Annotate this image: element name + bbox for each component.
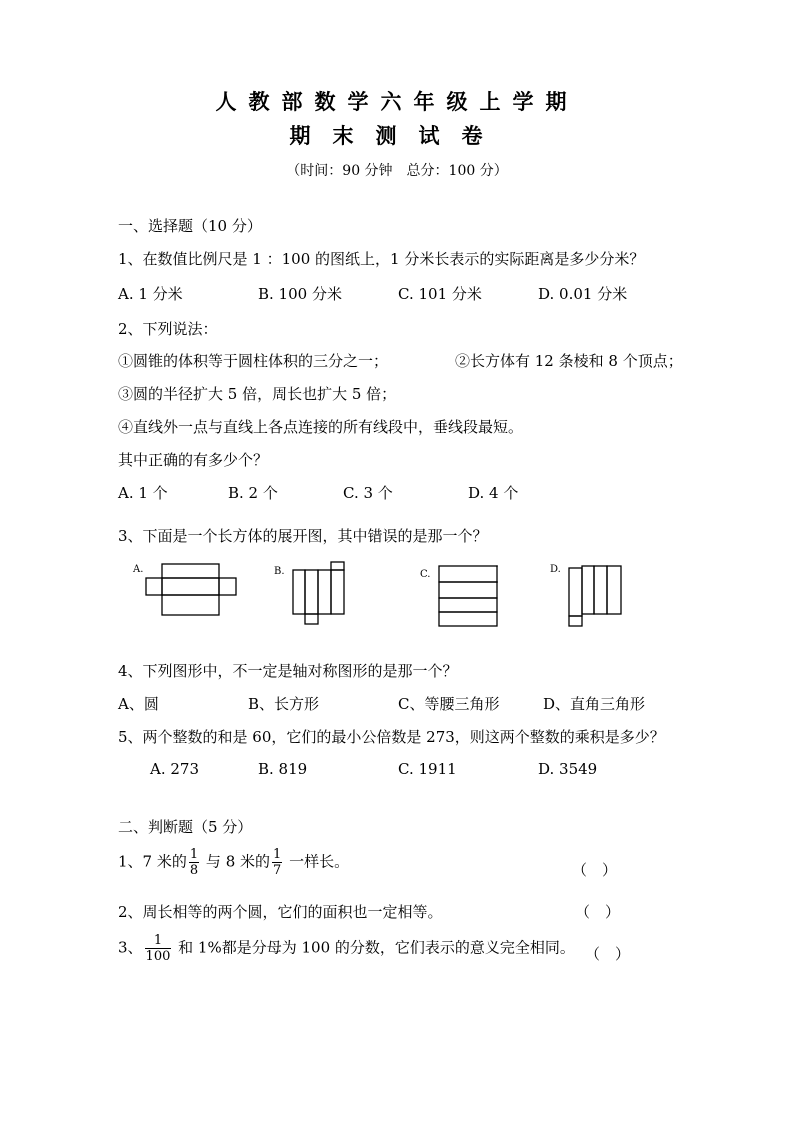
q5-option-d: D. 3549 [538, 760, 598, 778]
section2-heading: 二、判断题（5 分） [118, 818, 253, 836]
q1-option-c: C. 101 分米 [398, 285, 482, 303]
net-figure-d [549, 560, 639, 635]
q1-option-d: D. 0.01 分米 [538, 285, 628, 303]
judge-3-prefix: 3、 [118, 938, 143, 957]
q2-statement-2: ②长方体有 12 条棱和 8 个顶点； [455, 352, 683, 370]
q1-option-b: B. 100 分米 [258, 285, 342, 303]
judge-3-suffix: 和 1%都是分母为 100 的分数，它们表示的意义完全相同。 [178, 938, 575, 957]
figure-label-b: B. [274, 566, 285, 577]
q2-text: 2、下列说法： [118, 320, 218, 338]
fraction-denominator: 8 [189, 863, 199, 878]
figure-label-c: C. [420, 569, 431, 580]
q2-option-d: D. 4 个 [468, 484, 519, 502]
q4-option-a: A、圆 [118, 695, 159, 713]
judge-2-answer-paren[interactable]: （ ） [575, 903, 621, 921]
q2-ask: 其中正确的有多少个？ [118, 451, 269, 469]
q4-text: 4、下列图形中，不一定是轴对称图形的是那一个？ [118, 662, 458, 680]
fraction-numerator: 1 [145, 933, 172, 949]
exam-title: 人教部数学六年级上学期 [215, 89, 579, 114]
net-figure-c [419, 560, 509, 630]
q5-text: 5、两个整数的和是 60，它们的最小公倍数是 273，则这两个整数的乘积是多少？ [118, 728, 665, 746]
q1-text: 1、在数值比例尺是 1 ：100 的图纸上，1 分米长表示的实际距离是多少分米？ [118, 250, 645, 268]
judge-1-mid: 与 8 米的 [205, 852, 271, 871]
q5-option-b: B. 819 [258, 760, 308, 778]
q4-option-b: B、长方形 [248, 695, 320, 713]
q2-statement-3: ③圆的半径扩大 5 倍，周长也扩大 5 倍； [118, 385, 397, 403]
judge-3 [118, 933, 575, 964]
q5-option-c: C. 1911 [398, 760, 457, 778]
fraction-numerator: 1 [189, 847, 199, 862]
exam-subtitle-title: 期末测试卷 [289, 123, 505, 148]
section1-heading: 一、选择题（10 分） [118, 217, 262, 235]
fraction-1-8 [189, 847, 199, 878]
q2-statement-4: ④直线外一点与直线上各点连接的所有线段中，垂线段最短。 [118, 418, 524, 436]
q3-text: 3、下面是一个长方体的展开图，其中错误的是那一个？ [118, 527, 488, 545]
q2-option-a: A. 1 个 [118, 484, 168, 502]
q1-option-a: A. 1 分米 [118, 285, 183, 303]
exam-time-score: （时间：90 分钟 总分：100 分） [286, 163, 508, 179]
fraction-numerator: 1 [273, 847, 282, 862]
fraction-denominator: 100 [145, 949, 171, 964]
judge-1-prefix: 1、7 米的 [118, 852, 187, 871]
q4-option-c: C、等腰三角形 [398, 695, 500, 713]
net-figure-a [130, 560, 245, 620]
fraction-1-100 [145, 933, 172, 964]
judge-1-suffix: 一样长。 [289, 852, 350, 871]
judge-1 [118, 847, 349, 878]
judge-1-answer-paren[interactable]: （ ） [572, 861, 618, 879]
q4-option-d: D、直角三角形 [543, 695, 646, 713]
q2-option-b: B. 2 个 [228, 484, 278, 502]
judge-3-answer-paren[interactable]: （ ） [585, 945, 631, 963]
figure-label-d: D. [550, 564, 561, 575]
judge-2-text: 2、周长相等的两个圆，它们的面积也一定相等。 [118, 903, 443, 921]
fraction-1-7 [272, 847, 282, 878]
net-figure-b [273, 560, 363, 630]
q2-option-c: C. 3 个 [343, 484, 393, 502]
figure-label-a: A. [133, 564, 144, 575]
fraction-denominator: 7 [273, 863, 282, 878]
q5-option-a: A. 273 [150, 760, 199, 778]
q2-statement-1: ①圆锥的体积等于圆柱体积的三分之一； [118, 352, 389, 370]
